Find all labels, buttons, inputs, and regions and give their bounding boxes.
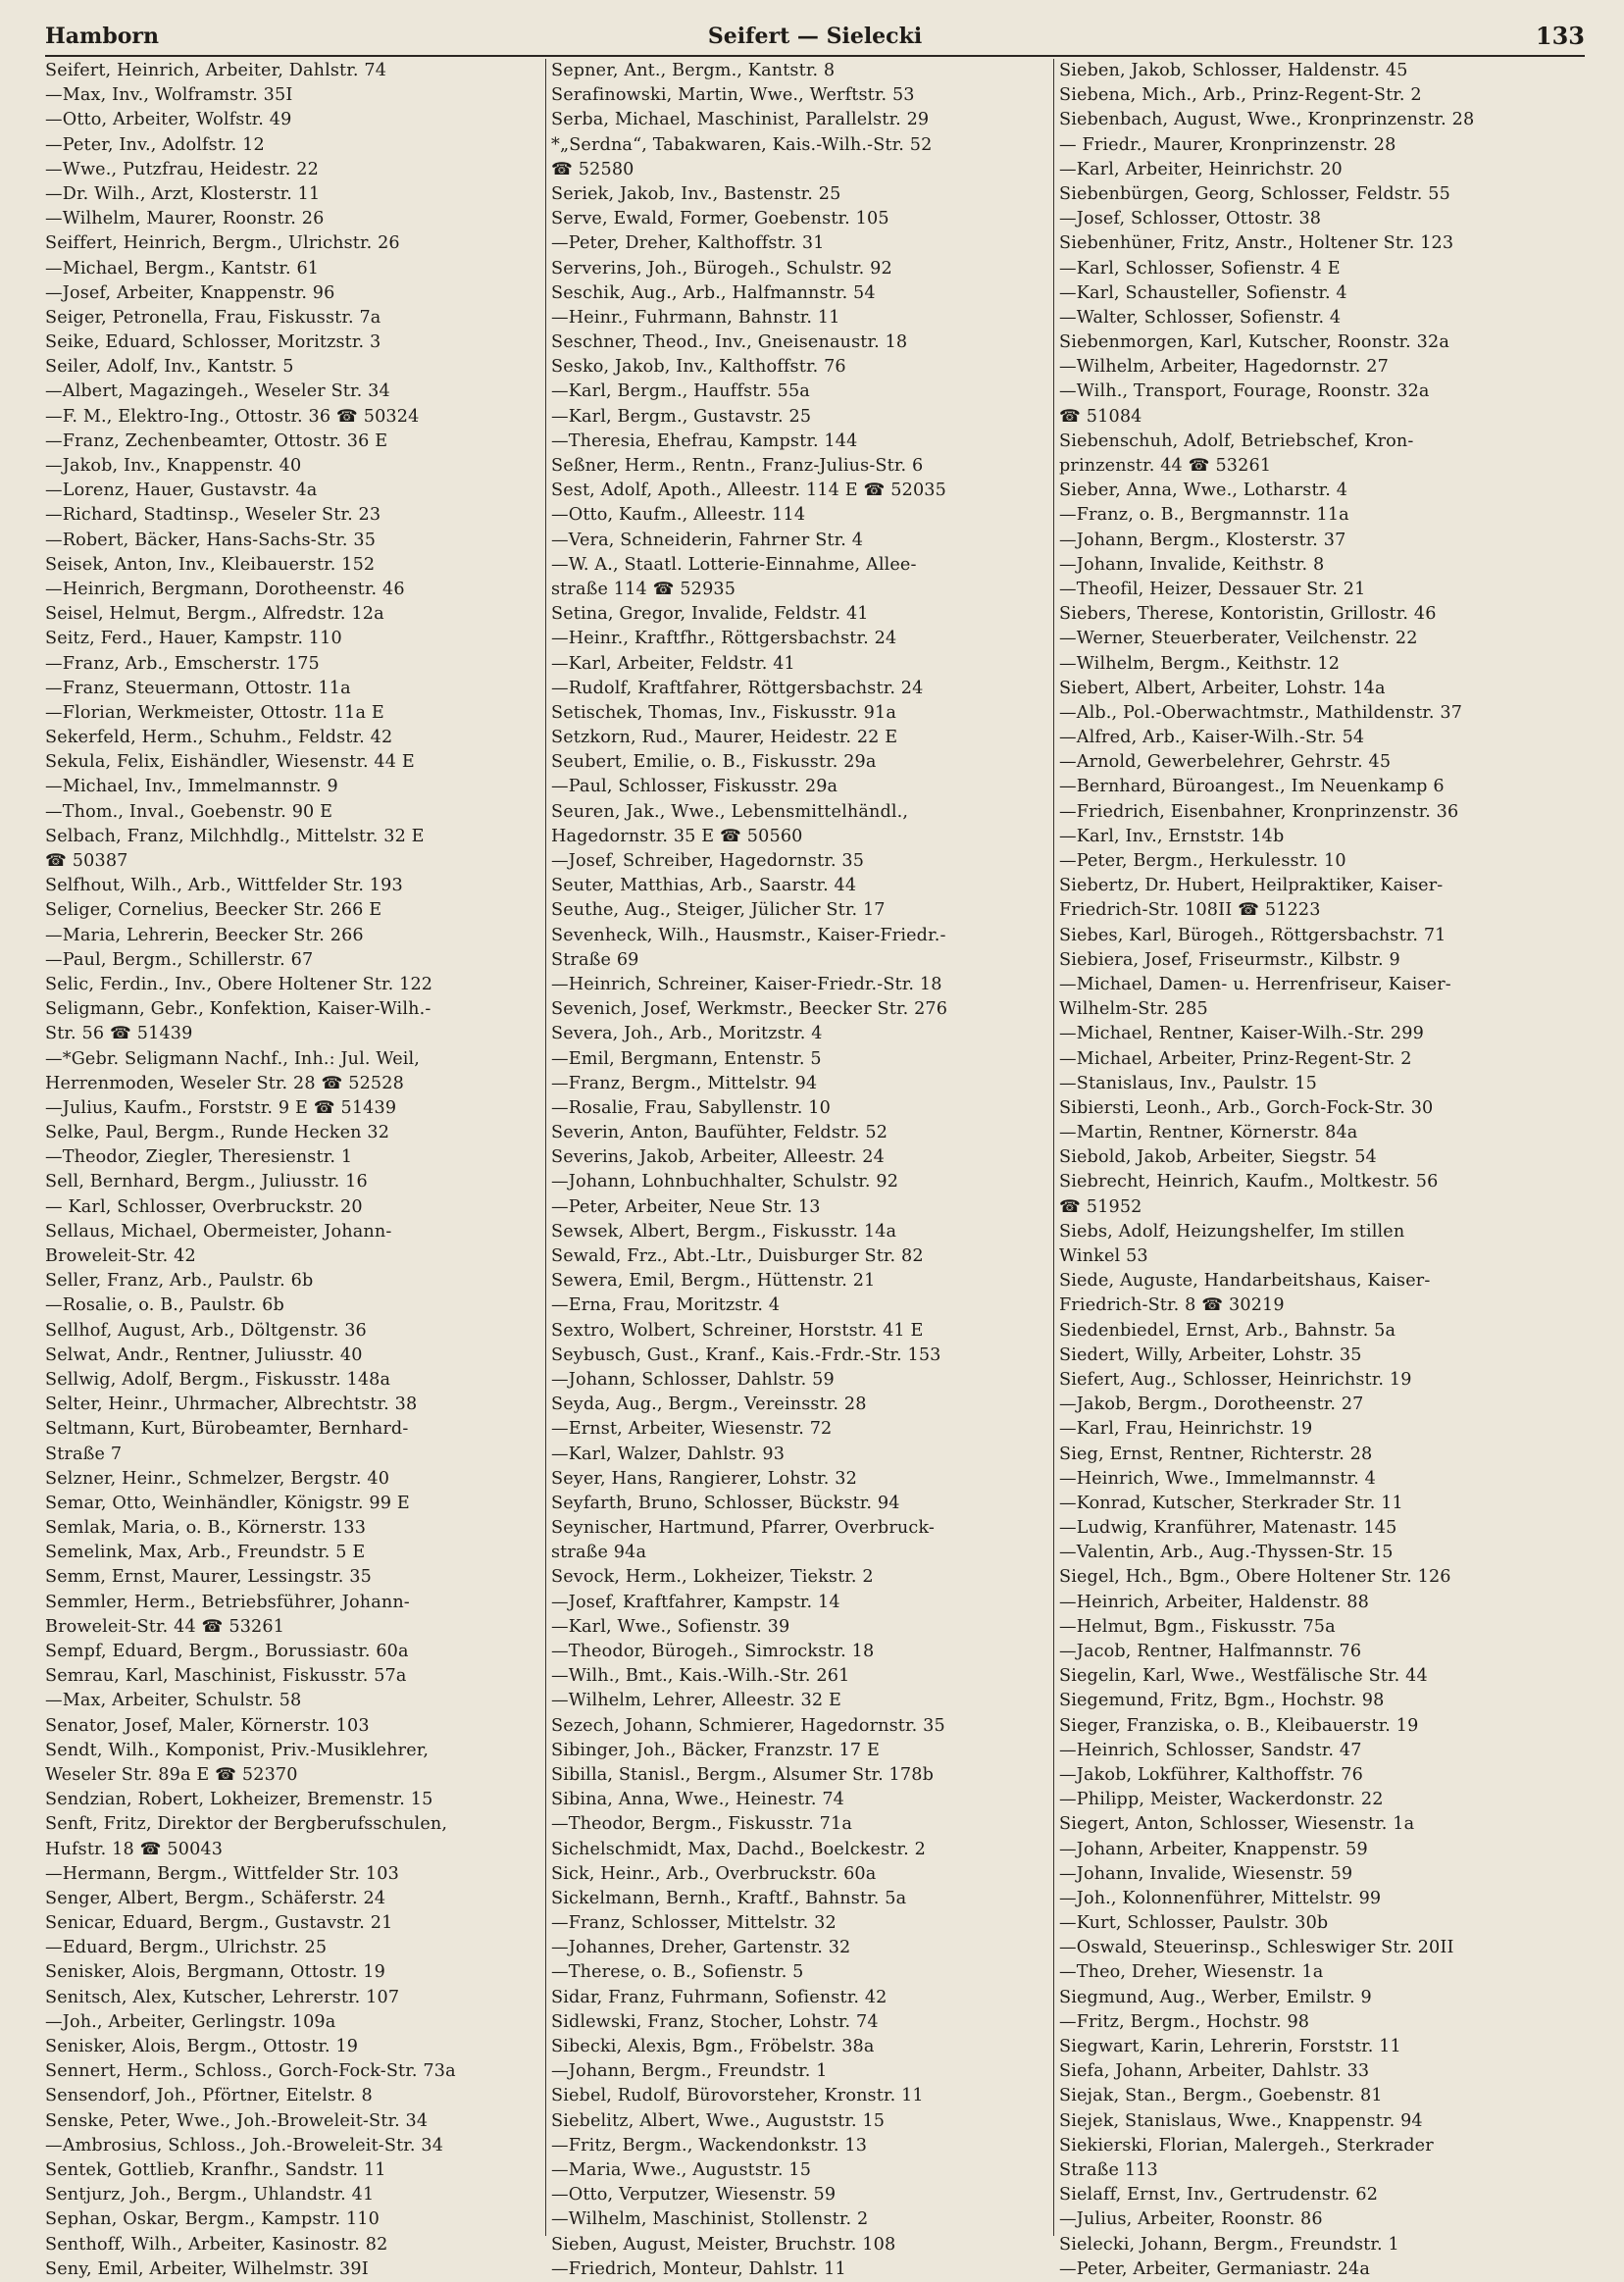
directory-entry-line: —Ludwig, Kranführer, Matenastr. 145	[1059, 1518, 1397, 1539]
directory-entry-line: Serba, Michael, Maschinist, Parallelstr. 29	[551, 110, 930, 130]
directory-entry-line: Setischek, Thomas, Inv., Fiskusstr. 91a	[551, 702, 896, 723]
directory-entry-line: Sest, Adolf, Apoth., Alleestr. 114 E ☎ 52035	[551, 481, 946, 501]
directory-entry-line: Seubert, Emilie, o. B., Fiskusstr. 29a	[551, 752, 877, 773]
directory-entry-line: —Wwe., Putzfrau, Heidestr. 22	[45, 159, 319, 179]
directory-entry-line: —Otto, Kaufm., Alleestr. 114	[551, 505, 806, 526]
directory-entry-line: Siegemund, Fritz, Bgm., Hochstr. 98	[1059, 1691, 1385, 1711]
directory-entry-line: —Josef, Schreiber, Hagedornstr. 35	[551, 851, 865, 871]
directory-entry-line: —Werner, Steuerberater, Veilchenstr. 22	[1059, 629, 1418, 649]
directory-entry-line: Seiler, Adolf, Inv., Kantstr. 5	[45, 357, 294, 378]
directory-entry-line: Selfhout, Wilh., Arb., Wittfelder Str. 193	[45, 876, 403, 896]
directory-entry-line: Sibiersti, Leonh., Arb., Gorch-Fock-Str. 30	[1059, 1097, 1434, 1118]
directory-entry-line: —Josef, Arbeiter, Knappenstr. 96	[45, 282, 335, 303]
directory-entry-line: —Maria, Lehrerin, Beecker Str. 266	[45, 925, 364, 945]
directory-entry-line: —Franz, Zechenbeamter, Ottostr. 36 E	[45, 431, 388, 451]
directory-entry-line: —Johann, Arbeiter, Knappenstr. 59	[1059, 1839, 1368, 1859]
directory-entry-line: Setina, Gregor, Invalide, Feldstr. 41	[551, 604, 869, 625]
directory-entry-line: Weseler Str. 89a E ☎ 52370	[45, 1764, 298, 1785]
directory-entry-line: Siebold, Jakob, Arbeiter, Siegstr. 54	[1059, 1147, 1377, 1168]
directory-entry-line: —Theofil, Heizer, Dessauer Str. 21	[1059, 579, 1366, 599]
directory-entry-line: —Joh., Kolonnenführer, Mittelstr. 99	[1059, 1888, 1382, 1908]
directory-entry-line: Serve, Ewald, Former, Goebenstr. 105	[551, 209, 889, 229]
directory-entry-line: —*Gebr. Seligmann Nachf., Inh.: Jul. Weil,	[45, 1048, 421, 1069]
directory-entry-line: Sensendorf, Joh., Pförtner, Eitelstr. 8	[45, 2086, 373, 2106]
directory-entry-line: Siebert, Albert, Arbeiter, Lohstr. 14a	[1059, 678, 1386, 698]
directory-entry-line: —Joh., Arbeiter, Gerlingstr. 109a	[45, 2011, 336, 2032]
directory-entry-line: —Paul, Bergm., Schillerstr. 67	[45, 949, 314, 970]
directory-entry-line: Serverins, Joh., Bürogeh., Schulstr. 92	[551, 258, 892, 279]
directory-entry-line: Senft, Fritz, Direktor der Bergberufsschulen,	[45, 1814, 448, 1835]
directory-entry-line: —Wilhelm, Maschinist, Stollenstr. 2	[551, 2209, 869, 2230]
directory-entry-line: —Valentin, Arb., Aug.-Thyssen-Str. 15	[1059, 1543, 1394, 1563]
directory-entry-line: Senator, Josef, Maler, Körnerstr. 103	[45, 1715, 370, 1736]
directory-entry-line: —Kurt, Schlosser, Paulstr. 30b	[1059, 1913, 1329, 1934]
directory-entry-line: —Richard, Stadtinsp., Weseler Str. 23	[45, 505, 381, 526]
directory-entry-line: Seller, Franz, Arb., Paulstr. 6b	[45, 1271, 314, 1292]
directory-entry-line: —Heinr., Kraftfhr., Röttgersbachstr. 24	[551, 629, 897, 649]
directory-entry-line: —Rosalie, Frau, Sabyllenstr. 10	[551, 1097, 831, 1118]
directory-entry-line: Sevock, Herm., Lokheizer, Tiekstr. 2	[551, 1567, 874, 1588]
directory-entry-line: Sentjurz, Joh., Bergm., Uhlandstr. 41	[45, 2185, 375, 2206]
directory-entry-line: Sendt, Wilh., Komponist, Priv.-Musiklehrer,	[45, 1740, 430, 1760]
directory-entry-line: Wilhelm-Str. 285	[1059, 999, 1208, 1020]
page-header	[45, 18, 1585, 57]
directory-entry-line: Senisker, Alois, Bergmann, Ottostr. 19	[45, 1962, 385, 1983]
directory-entry-line: —Karl, Arbeiter, Heinrichstr. 20	[1059, 159, 1343, 179]
directory-entry-line: —Ernst, Arbeiter, Wiesenstr. 72	[551, 1419, 833, 1440]
directory-entry-line: Semelink, Max, Arb., Freundstr. 5 E	[45, 1543, 366, 1563]
directory-entry-line: Siebena, Mich., Arb., Prinz-Regent-Str. 2	[1059, 85, 1422, 106]
directory-entry-line: ☎ 50387	[45, 851, 128, 871]
directory-entry-line: —Heinrich, Schreiner, Kaiser-Friedr.-Str. 18	[551, 974, 942, 994]
directory-entry-line: —Jakob, Bergm., Dorotheenstr. 27	[1059, 1395, 1364, 1415]
directory-entry-line: —Emil, Bergmann, Entenstr. 5	[551, 1048, 822, 1069]
directory-entry-line: Selzner, Heinr., Schmelzer, Bergstr. 40	[45, 1468, 390, 1489]
directory-entry-line: —Josef, Kraftfahrer, Kampstr. 14	[551, 1592, 840, 1612]
directory-entry-line: Sempf, Eduard, Bergm., Borussiastr. 60a	[45, 1642, 409, 1661]
directory-entry-line: —Robert, Bäcker, Hans-Sachs-Str. 35	[45, 530, 377, 550]
directory-entry-line: —Karl, Bergm., Hauffstr. 55a	[551, 381, 810, 402]
directory-entry-line: —Theresia, Ehefrau, Kampstr. 144	[551, 431, 858, 451]
page-number: 133	[1535, 22, 1585, 50]
directory-entry-line: ☎ 51952	[1059, 1196, 1142, 1217]
directory-entry-line: Siebenbürgen, Georg, Schlosser, Feldstr. 55	[1059, 183, 1450, 204]
directory-entry-line: —Peter, Arbeiter, Neue Str. 13	[551, 1196, 821, 1217]
directory-entry-line: —Wilhelm, Arbeiter, Hagedornstr. 27	[1059, 357, 1389, 378]
directory-entry-line: Seschik, Aug., Arb., Halfmannstr. 54	[551, 282, 876, 303]
directory-entry-line: —Michael, Damen- u. Herrenfriseur, Kaiser-	[1059, 974, 1451, 994]
directory-entry-line: Selwat, Andr., Rentner, Juliusstr. 40	[45, 1344, 363, 1365]
directory-entry-line: Siegelin, Karl, Wwe., Westfälische Str. 44	[1059, 1666, 1428, 1687]
directory-entry-line: —Peter, Arbeiter, Germaniastr. 24a	[1059, 2258, 1370, 2279]
directory-entry-line: — Friedr., Maurer, Kronprinzenstr. 28	[1059, 134, 1396, 155]
running-head: Seifert — Sielecki	[707, 24, 923, 49]
directory-entry-line: —Josef, Schlosser, Ottostr. 38	[1059, 209, 1322, 229]
directory-entry-line: Straße 7	[45, 1444, 123, 1464]
directory-entry-line: Sellhof, August, Arb., Döltgenstr. 36	[45, 1320, 367, 1341]
directory-entry-line: Seliger, Cornelius, Beecker Str. 266 E	[45, 900, 382, 921]
directory-entry-line: —Theodor, Bürogeh., Simrockstr. 18	[551, 1642, 875, 1661]
directory-entry-line: —Michael, Inv., Immelmannstr. 9	[45, 777, 338, 797]
directory-entry-line: Sell, Bernhard, Bergm., Juliusstr. 16	[45, 1172, 368, 1192]
directory-entry-line: Seisel, Helmut, Bergm., Alfredstr. 12a	[45, 604, 384, 625]
directory-entry-line: Semlak, Maria, o. B., Körnerstr. 133	[45, 1518, 367, 1539]
directory-entry-line: Sielaff, Ernst, Inv., Gertrudenstr. 62	[1059, 2185, 1379, 2206]
directory-entry-line: Winkel 53	[1059, 1246, 1148, 1266]
directory-entry-line: Seyfarth, Bruno, Schlosser, Bückstr. 94	[551, 1493, 900, 1513]
directory-entry-line: —Peter, Bergm., Herkulesstr. 10	[1059, 851, 1346, 871]
directory-entry-line: —Heinrich, Schlosser, Sandstr. 47	[1059, 1740, 1362, 1760]
directory-entry-line: —Fritz, Bergm., Hochstr. 98	[1059, 2011, 1310, 2032]
directory-entry-line: Seligmann, Gebr., Konfektion, Kaiser-Wilh.-	[45, 999, 431, 1020]
directory-entry-line: Sephan, Oskar, Bergm., Kampstr. 110	[45, 2209, 380, 2230]
column-divider	[1053, 59, 1054, 2236]
directory-entry-line: —Franz, Schlosser, Mittelstr. 32	[551, 1913, 837, 1934]
directory-entry-line: Seny, Emil, Arbeiter, Wilhelmstr. 39I	[45, 2258, 369, 2279]
directory-entry-line: —Eduard, Bergm., Ulrichstr. 25	[45, 1938, 328, 1958]
directory-entry-line: —Wilh., Bmt., Kais.-Wilh.-Str. 261	[551, 1666, 850, 1687]
directory-entry-line: Hufstr. 18 ☎ 50043	[45, 1839, 224, 1859]
directory-entry-line: —Jakob, Inv., Knappenstr. 40	[45, 456, 302, 476]
directory-entry-line: Sibinger, Joh., Bäcker, Franzstr. 17 E	[551, 1740, 880, 1760]
directory-entry-line: Selke, Paul, Bergm., Runde Hecken 32	[45, 1123, 390, 1143]
directory-entry-line: Siejek, Stanislaus, Wwe., Knappenstr. 94	[1059, 2110, 1423, 2131]
directory-entry-line: Siegmund, Aug., Werber, Emilstr. 9	[1059, 1987, 1372, 2007]
directory-entry-line: —Alb., Pol.-Oberwachtmstr., Mathildenstr. 37	[1059, 702, 1463, 723]
directory-entry-line: —Karl, Wwe., Sofienstr. 39	[551, 1616, 790, 1637]
directory-entry-line: —Peter, Inv., Adolfstr. 12	[45, 134, 265, 155]
directory-entry-line: —Friedrich, Monteur, Dahlstr. 11	[551, 2258, 846, 2279]
column-divider	[545, 59, 546, 2236]
directory-entry-line: —Johann, Schlosser, Dahlstr. 59	[551, 1369, 835, 1390]
directory-entry-line: Sichelschmidt, Max, Dachd., Boelckestr. 2	[551, 1839, 926, 1859]
directory-entry-line: —Fritz, Bergm., Wackendonkstr. 13	[551, 2135, 868, 2155]
directory-entry-line: Serafinowski, Martin, Wwe., Werftstr. 53	[551, 85, 915, 106]
directory-entry-line: Sennert, Herm., Schloss., Gorch-Fock-Str. 73a	[45, 2061, 456, 2082]
directory-entry-line: Senger, Albert, Bergm., Schäferstr. 24	[45, 1888, 386, 1908]
directory-entry-line: Senicar, Eduard, Bergm., Gustavstr. 21	[45, 1913, 393, 1934]
directory-entry-line: —Bernhard, Büroangest., Im Neuenkamp 6	[1059, 777, 1445, 797]
directory-entry-line: —Otto, Arbeiter, Wolfstr. 49	[45, 110, 292, 130]
directory-entry-line: Sibilla, Stanisl., Bergm., Alsumer Str. 178b	[551, 1764, 934, 1785]
directory-entry-line: Seltmann, Kurt, Bürobeamter, Bernhard-	[45, 1419, 409, 1440]
directory-entry-line: —Max, Inv., Wolframstr. 35I	[45, 85, 293, 106]
directory-entry-line: —Heinrich, Wwe., Immelmannstr. 4	[1059, 1468, 1376, 1489]
directory-entry-line: Sieg, Ernst, Rentner, Richterstr. 28	[1059, 1444, 1373, 1464]
directory-entry-line: Sendzian, Robert, Lokheizer, Bremenstr. 15	[45, 1790, 433, 1810]
directory-entry-line: —Johann, Lohnbuchhalter, Schulstr. 92	[551, 1172, 899, 1192]
directory-entry-line: Sekula, Felix, Eishändler, Wiesenstr. 44 E	[45, 752, 415, 773]
directory-entry-line: Sieber, Anna, Wwe., Lotharstr. 4	[1059, 481, 1348, 501]
directory-entry-line: —Johann, Invalide, Wiesenstr. 59	[1059, 1863, 1353, 1884]
directory-entry-line: —Karl, Inv., Ernststr. 14b	[1059, 826, 1285, 846]
directory-entry-line: Siebrecht, Heinrich, Kaufm., Moltkestr. 56	[1059, 1172, 1439, 1192]
directory-entry-line: Sickelmann, Bernh., Kraftf., Bahnstr. 5a	[551, 1888, 907, 1908]
directory-entry-line: Straße 69	[551, 949, 639, 970]
directory-entry-line: Broweleit-Str. 42	[45, 1246, 196, 1266]
directory-entry-line: —Dr. Wilh., Arzt, Klosterstr. 11	[45, 183, 321, 204]
directory-entry-line: Sick, Heinr., Arb., Overbruckstr. 60a	[551, 1863, 877, 1884]
directory-entry-line: — Karl, Schlosser, Overbruckstr. 20	[45, 1196, 363, 1217]
column-1	[45, 59, 543, 2279]
directory-entry-line: —Stanislaus, Inv., Paulstr. 15	[1059, 1073, 1317, 1093]
directory-entry-line: —Friedrich, Eisenbahner, Kronprinzenstr. 36	[1059, 801, 1459, 822]
directory-entry-line: Sentek, Gottlieb, Kranfhr., Sandstr. 11	[45, 2159, 386, 2180]
directory-entry-line: —Thom., Inval., Goebenstr. 90 E	[45, 801, 333, 822]
directory-entry-line: Sewera, Emil, Bergm., Hüttenstr. 21	[551, 1271, 876, 1292]
directory-entry-line: —Walter, Schlosser, Sofienstr. 4	[1059, 307, 1342, 328]
directory-entry-line: Siebs, Adolf, Heizungshelfer, Im stillen	[1059, 1221, 1405, 1242]
directory-entry-line: Straße 113	[1059, 2159, 1158, 2180]
directory-entry-line: —Julius, Arbeiter, Roonstr. 86	[1059, 2209, 1323, 2230]
directory-entry-line: —F. M., Elektro-Ing., Ottostr. 36 ☎ 50324	[45, 406, 420, 427]
directory-entry-line: —Otto, Verputzer, Wiesenstr. 59	[551, 2185, 837, 2206]
directory-entry-line: —Theodor, Bergm., Fiskusstr. 71a	[551, 1814, 852, 1835]
directory-entry-line: Siebenhüner, Fritz, Anstr., Holtener Str. 123	[1059, 233, 1454, 254]
directory-entry-line: Seitz, Ferd., Hauer, Kampstr. 110	[45, 629, 342, 649]
directory-entry-line: Sekerfeld, Herm., Schuhm., Feldstr. 42	[45, 728, 393, 748]
directory-entry-line: Seybusch, Gust., Kranf., Kais.-Frdr.-Str. 153	[551, 1344, 941, 1365]
directory-entry-line: ☎ 51084	[1059, 406, 1142, 427]
directory-entry-line: Seuthe, Aug., Steiger, Jülicher Str. 17	[551, 900, 886, 921]
directory-entry-line: Seiger, Petronella, Frau, Fiskusstr. 7a	[45, 307, 381, 328]
column-3	[1059, 59, 1585, 2279]
directory-entry-line: —Rosalie, o. B., Paulstr. 6b	[45, 1295, 284, 1316]
directory-entry-line: —Lorenz, Hauer, Gustavstr. 4a	[45, 481, 318, 501]
directory-entry-line: —Ambrosius, Schloss., Joh.-Broweleit-Str. 34	[45, 2135, 444, 2155]
directory-entry-line: —Franz, o. B., Bergmannstr. 11a	[1059, 505, 1349, 526]
directory-entry-line: —Theo, Dreher, Wiesenstr. 1a	[1059, 1962, 1324, 1983]
directory-entry-line: —W. A., Staatl. Lotterie-Einnahme, Allee-	[551, 554, 917, 575]
directory-entry-line: —Heinr., Fuhrmann, Bahnstr. 11	[551, 307, 840, 328]
directory-entry-line: Semar, Otto, Weinhändler, Königstr. 99 E	[45, 1493, 410, 1513]
directory-entry-line: Seschner, Theod., Inv., Gneisenaustr. 18	[551, 332, 908, 353]
column-2	[551, 59, 1051, 2279]
directory-entry-line: Senisker, Alois, Bergm., Ottostr. 19	[45, 2037, 359, 2056]
directory-entry-line: Semrau, Karl, Maschinist, Fiskusstr. 57a	[45, 1666, 407, 1687]
directory-entry-line: Sellwig, Adolf, Bergm., Fiskusstr. 148a	[45, 1369, 391, 1390]
directory-entry-line: —Heinrich, Bergmann, Dorotheenstr. 46	[45, 579, 405, 599]
directory-entry-line: —Karl, Walzer, Dahlstr. 93	[551, 1444, 786, 1464]
directory-entry-line: ☎ 52580	[551, 159, 634, 179]
directory-entry-line: —Michael, Arbeiter, Prinz-Regent-Str. 2	[1059, 1048, 1412, 1069]
directory-entry-line: Siekierski, Florian, Malergeh., Sterkrader	[1059, 2135, 1434, 2155]
directory-entry-line: straße 94a	[551, 1543, 647, 1563]
directory-entry-line: Siebers, Therese, Kontoristin, Grillostr. 46	[1059, 604, 1437, 625]
directory-entry-line: Siebertz, Dr. Hubert, Heilpraktiker, Kaiser-	[1059, 876, 1444, 896]
directory-entry-line: —Max, Arbeiter, Schulstr. 58	[45, 1691, 302, 1711]
directory-entry-line: Siejak, Stan., Bergm., Goebenstr. 81	[1059, 2086, 1383, 2106]
directory-entry-line: Seuren, Jak., Wwe., Lebensmittelhändl.,	[551, 801, 909, 822]
directory-entry-line: Seisek, Anton, Inv., Kleibauerstr. 152	[45, 554, 376, 575]
directory-entry-line: —Michael, Rentner, Kaiser-Wilh.-Str. 299	[1059, 1024, 1424, 1044]
directory-entry-line: —Michael, Bergm., Kantstr. 61	[45, 258, 320, 279]
directory-entry-line: Friedrich-Str. 8 ☎ 30219	[1059, 1295, 1285, 1316]
directory-entry-line: Severin, Anton, Baufühter, Feldstr. 52	[551, 1123, 888, 1143]
directory-entry-line: Seiffert, Heinrich, Bergm., Ulrichstr. 26	[45, 233, 400, 254]
directory-entry-line: Str. 56 ☎ 51439	[45, 1024, 193, 1044]
directory-entry-line: Siedenbiedel, Ernst, Arb., Bahnstr. 5a	[1059, 1320, 1396, 1341]
directory-entry-line: —Jakob, Lokführer, Kalthoffstr. 76	[1059, 1764, 1363, 1785]
directory-entry-line: Sevenheck, Wilh., Hausmstr., Kaiser-Friedr.-	[551, 925, 946, 945]
directory-entry-line: straße 114 ☎ 52935	[551, 579, 736, 599]
directory-entry-line: Siefa, Johann, Arbeiter, Dahlstr. 33	[1059, 2061, 1370, 2082]
directory-entry-line: —Vera, Schneiderin, Fahrner Str. 4	[551, 530, 864, 550]
directory-entry-line: Siebenschuh, Adolf, Betriebschef, Kron-	[1059, 431, 1414, 451]
directory-entry-line: Siegel, Hch., Bgm., Obere Holtener Str. 126	[1059, 1567, 1451, 1588]
directory-entry-line: —Heinrich, Arbeiter, Haldenstr. 88	[1059, 1592, 1369, 1612]
directory-entry-line: Sibecki, Alexis, Bgm., Fröbelstr. 38a	[551, 2037, 875, 2056]
directory-entry-line: Sieben, Jakob, Schlosser, Haldenstr. 45	[1059, 61, 1408, 80]
directory-entry-line: —Oswald, Steuerinsp., Schleswiger Str. 20II	[1059, 1938, 1454, 1958]
directory-entry-line: —Helmut, Bgm., Fiskusstr. 75a	[1059, 1616, 1336, 1637]
directory-entry-line: —Karl, Schausteller, Sofienstr. 4	[1059, 282, 1347, 303]
directory-entry-line: —Albert, Magazingeh., Weseler Str. 34	[45, 381, 390, 402]
directory-entry-line: —Therese, o. B., Sofienstr. 5	[551, 1962, 804, 1983]
directory-entry-line: Sieger, Franziska, o. B., Kleibauerstr. 19	[1059, 1715, 1419, 1736]
directory-entry-line: —Karl, Arbeiter, Feldstr. 41	[551, 653, 795, 674]
directory-entry-line: Siebenbach, August, Wwe., Kronprinzenstr. 28	[1059, 110, 1475, 130]
directory-entry-line: —Karl, Schlosser, Sofienstr. 4 E	[1059, 258, 1341, 279]
directory-entry-line: —Franz, Bergm., Mittelstr. 94	[551, 1073, 818, 1093]
directory-entry-line: Selic, Ferdin., Inv., Obere Holtener Str. 122	[45, 974, 433, 994]
directory-entry-line: Senske, Peter, Wwe., Joh.-Broweleit-Str. 34	[45, 2110, 429, 2131]
directory-entry-line: —Florian, Werkmeister, Ottostr. 11a E	[45, 702, 384, 723]
directory-entry-line: —Paul, Schlosser, Fiskusstr. 29a	[551, 777, 838, 797]
directory-entry-line: Seßner, Herm., Rentn., Franz-Julius-Str. 6	[551, 456, 924, 476]
directory-entry-line: —Wilhelm, Bergm., Keithstr. 12	[1059, 653, 1341, 674]
directory-entry-line: —Wilhelm, Maurer, Roonstr. 26	[45, 209, 325, 229]
directory-entry-line: Senthoff, Wilh., Arbeiter, Kasinostr. 82	[45, 2234, 388, 2255]
directory-entry-line: Seynischer, Hartmund, Pfarrer, Overbruck-	[551, 1518, 935, 1539]
directory-entry-line: —Maria, Wwe., Auguststr. 15	[551, 2159, 812, 2180]
directory-entry-line: Severins, Jakob, Arbeiter, Alleestr. 24	[551, 1147, 885, 1168]
directory-entry-line: Sevenich, Josef, Werkmstr., Beecker Str. 276	[551, 999, 948, 1020]
directory-entry-line: —Johann, Bergm., Klosterstr. 37	[1059, 530, 1346, 550]
directory-entry-line: Sewald, Frz., Abt.-Ltr., Duisburger Str. 82	[551, 1246, 924, 1266]
directory-entry-line: Sextro, Wolbert, Schreiner, Horststr. 41 E	[551, 1320, 924, 1341]
directory-entry-line: —Johann, Bergm., Freundstr. 1	[551, 2061, 828, 2082]
directory-entry-line: Semmler, Herm., Betriebsführer, Johann-	[45, 1592, 410, 1612]
directory-entry-line: Seuter, Matthias, Arb., Saarstr. 44	[551, 876, 857, 896]
directory-entry-line: *„Serdna“, Tabakwaren, Kais.-Wilh.-Str. 52	[551, 134, 933, 155]
directory-entry-line: —Peter, Dreher, Kalthoffstr. 31	[551, 233, 825, 254]
directory-entry-line: Siebel, Rudolf, Bürovorsteher, Kronstr. 11	[551, 2086, 924, 2106]
directory-entry-line: Semm, Ernst, Maurer, Lessingstr. 35	[45, 1567, 372, 1588]
directory-entry-line: Sellaus, Michael, Obermeister, Johann-	[45, 1221, 392, 1242]
directory-entry-line: —Franz, Arb., Emscherstr. 175	[45, 653, 320, 674]
directory-entry-line: Sielecki, Johann, Bergm., Freundstr. 1	[1059, 2234, 1399, 2255]
directory-entry-line: Siegwart, Karin, Lehrerin, Forststr. 11	[1059, 2037, 1401, 2056]
directory-entry-line: —Wilh., Transport, Fourage, Roonstr. 32a	[1059, 381, 1430, 402]
directory-entry-line: —Philipp, Meister, Wackerdonstr. 22	[1059, 1790, 1384, 1810]
directory-entry-line: Sezech, Johann, Schmierer, Hagedornstr. 35	[551, 1715, 945, 1736]
directory-entry-line: —Karl, Frau, Heinrichstr. 19	[1059, 1419, 1313, 1440]
directory-entry-line: —Johannes, Dreher, Gartenstr. 32	[551, 1938, 851, 1958]
directory-entry-line: Sewsek, Albert, Bergm., Fiskusstr. 14a	[551, 1221, 897, 1242]
directory-entry-line: —Jacob, Rentner, Halfmannstr. 76	[1059, 1642, 1362, 1661]
directory-entry-line: Broweleit-Str. 44 ☎ 53261	[45, 1616, 285, 1637]
city-name: Hamborn	[45, 24, 159, 49]
directory-entry-line: —Hermann, Bergm., Wittfelder Str. 103	[45, 1863, 399, 1884]
directory-entry-line: Setzkorn, Rud., Maurer, Heidestr. 22 E	[551, 728, 898, 748]
directory-entry-line: Herrenmoden, Weseler Str. 28 ☎ 52528	[45, 1073, 404, 1093]
directory-entry-line: Sidar, Franz, Fuhrmann, Sofienstr. 42	[551, 1987, 888, 2007]
directory-entry-line: Siedert, Willy, Arbeiter, Lohstr. 35	[1059, 1344, 1362, 1365]
directory-entry-line: —Rudolf, Kraftfahrer, Röttgersbachstr. 24	[551, 678, 924, 698]
directory-entry-line: Siebes, Karl, Bürogeh., Röttgersbachstr. 71	[1059, 925, 1446, 945]
directory-entry-line: Siebenmorgen, Karl, Kutscher, Roonstr. 32a	[1059, 332, 1449, 353]
directory-entry-line: prinzenstr. 44 ☎ 53261	[1059, 456, 1272, 476]
directory-entry-line: Seike, Eduard, Schlosser, Moritzstr. 3	[45, 332, 381, 353]
directory-entry-line: Siebiera, Josef, Friseurmstr., Kilbstr. 9	[1059, 949, 1400, 970]
directory-entry-line: —Julius, Kaufm., Forststr. 9 E ☎ 51439	[45, 1097, 397, 1118]
directory-entry-line: Seriek, Jakob, Inv., Bastenstr. 25	[551, 183, 841, 204]
directory-entry-line: —Franz, Steuermann, Ottostr. 11a	[45, 678, 351, 698]
directory-entry-line: Hagedornstr. 35 E ☎ 50560	[551, 826, 803, 846]
directory-entry-line: —Martin, Rentner, Körnerstr. 84a	[1059, 1123, 1358, 1143]
directory-entry-line: Friedrich-Str. 108II ☎ 51223	[1059, 900, 1321, 921]
directory-entry-line: Sesko, Jakob, Inv., Kalthoffstr. 76	[551, 357, 846, 378]
directory-entry-line: —Johann, Invalide, Keithstr. 8	[1059, 554, 1325, 575]
directory-entry-line: Sibina, Anna, Wwe., Heinestr. 74	[551, 1790, 845, 1810]
directory-entry-line: Senitsch, Alex, Kutscher, Lehrerstr. 107	[45, 1987, 400, 2007]
directory-entry-line: —Arnold, Gewerbelehrer, Gehrstr. 45	[1059, 752, 1392, 773]
directory-entry-line: —Alfred, Arb., Kaiser-Wilh.-Str. 54	[1059, 728, 1365, 748]
directory-entry-line: Siegert, Anton, Schlosser, Wiesenstr. 1a	[1059, 1814, 1415, 1835]
directory-entry-line: —Konrad, Kutscher, Sterkrader Str. 11	[1059, 1493, 1403, 1513]
directory-entry-line: Seifert, Heinrich, Arbeiter, Dahlstr. 74	[45, 61, 387, 80]
directory-entry-line: —Erna, Frau, Moritzstr. 4	[551, 1295, 781, 1316]
directory-entry-line: Siede, Auguste, Handarbeitshaus, Kaiser-	[1059, 1271, 1431, 1292]
directory-entry-line: Selbach, Franz, Milchhdlg., Mittelstr. 32 E	[45, 826, 425, 846]
directory-entry-line: Siefert, Aug., Schlosser, Heinrichstr. 19	[1059, 1369, 1412, 1390]
directory-entry-line: Seyda, Aug., Bergm., Vereinsstr. 28	[551, 1395, 867, 1415]
directory-entry-line: —Theodor, Ziegler, Theresienstr. 1	[45, 1147, 353, 1168]
directory-entry-line: Sidlewski, Franz, Stocher, Lohstr. 74	[551, 2011, 879, 2032]
directory-entry-line: Sepner, Ant., Bergm., Kantstr. 8	[551, 61, 836, 80]
directory-entry-line: Seyer, Hans, Rangierer, Lohstr. 32	[551, 1468, 857, 1489]
directory-entry-line: Siebelitz, Albert, Wwe., Auguststr. 15	[551, 2110, 886, 2131]
directory-entry-line: Selter, Heinr., Uhrmacher, Albrechtstr. 38	[45, 1395, 418, 1415]
directory-entry-line: —Karl, Bergm., Gustavstr. 25	[551, 406, 812, 427]
directory-entry-line: —Wilhelm, Lehrer, Alleestr. 32 E	[551, 1691, 841, 1711]
directory-entry-line: Severa, Joh., Arb., Moritzstr. 4	[551, 1024, 823, 1044]
directory-entry-line: Sieben, August, Meister, Bruchstr. 108	[551, 2234, 896, 2255]
